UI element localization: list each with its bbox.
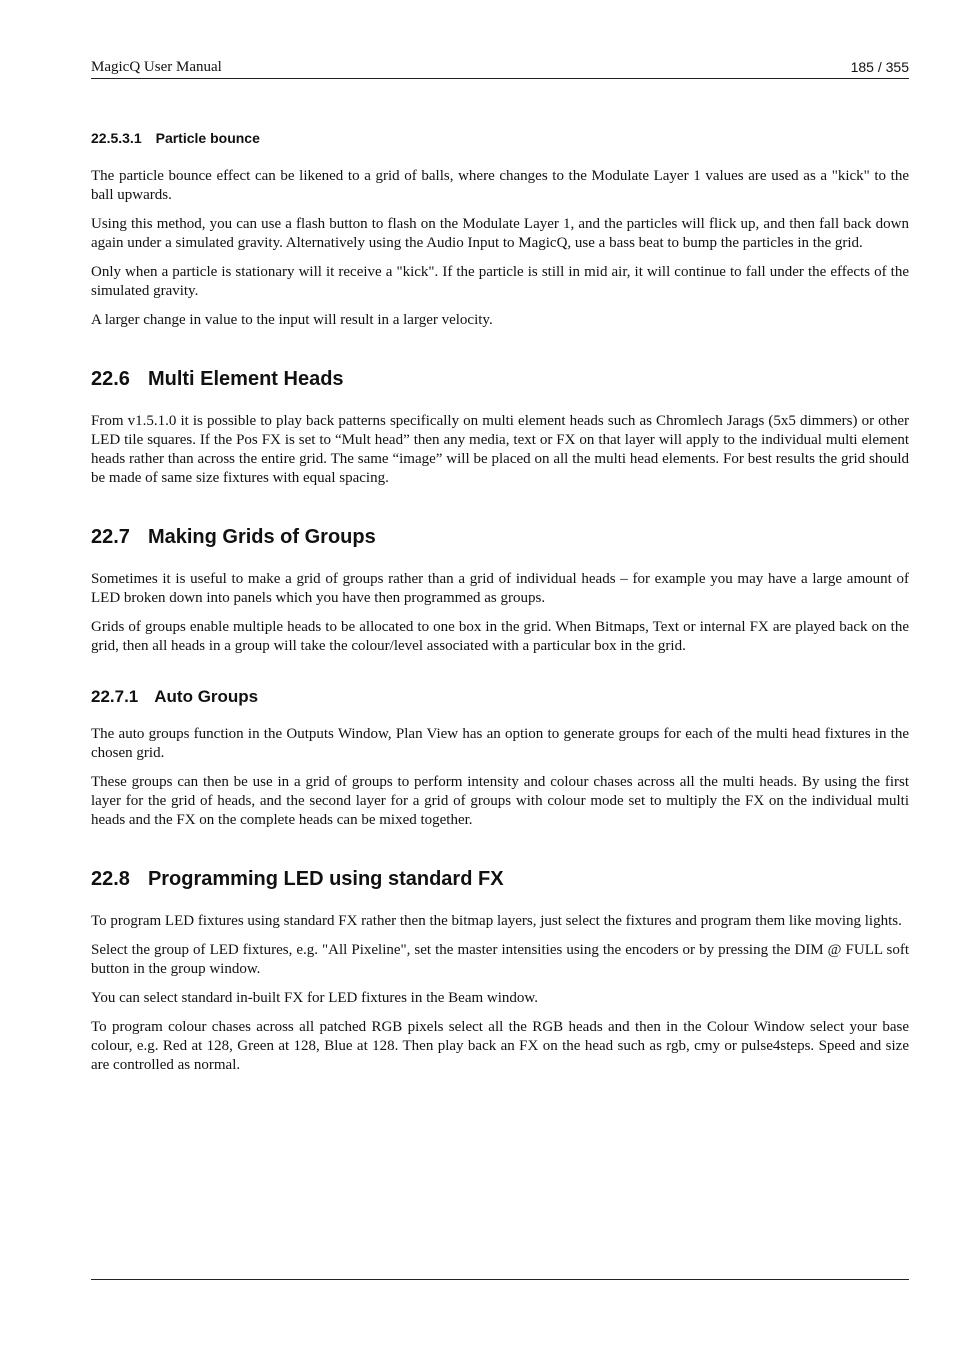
page-number: 185 / 355 [850, 59, 909, 75]
paragraph: Sometimes it is useful to make a grid of groups rather than a grid of individual heads – for example you may have a large amount of LED broken down into panels which you have then programmed as groups. [91, 571, 909, 606]
section-number: 22.8 [91, 868, 130, 890]
page-content [91, 128, 909, 1085]
section-number: 22.5.3.1 [91, 130, 142, 146]
paragraph: You can select standard in-built FX for LED fixtures in the Beam window. [91, 990, 539, 1006]
paragraph: From v1.5.1.0 it is possible to play back patterns specifically on multi element heads such as Chromlech Jarags (5x5 dimmers) or other LED tile squares. If the Pos FX is set to “Mult head” then any media, text or FX on that layer will apply to the individual multi element heads rather than across the entire grid. The same “image” will be placed on all the multi head elements. For best results the grid should be made of same size fixtures with equal spacing. [91, 413, 909, 486]
section-title: Auto Groups [154, 687, 259, 706]
paragraph: Using this method, you can use a flash button to flash on the Modulate Layer 1, and the particles will flick up, and then fall back down again under a simulated gravity. Alternatively using the Audio Input to MagicQ, use a bass beat to bump the particles in the grid. [91, 216, 909, 251]
heading-multi-element-heads [91, 366, 909, 392]
paragraph: These groups can then be use in a grid of groups to perform intensity and colour chases across all the multi heads. By using the first layer for the grid of heads, and the second layer for a grid of groups with colour mode set to multiply the FX on the individual multi heads and the FX on the complete heads can be mixed together. [91, 774, 909, 828]
section-number: 22.7 [91, 526, 130, 548]
section-number: 22.6 [91, 368, 130, 390]
paragraph: Grids of groups enable multiple heads to be allocated to one box in the grid. When Bitmaps, Text or internal FX are played back on the grid, then all heads in a group will take the colour/level associated with a particular box in the grid. [91, 619, 909, 654]
page-header [91, 57, 909, 79]
document-title: MagicQ User Manual [91, 59, 222, 75]
paragraph: Only when a particle is stationary will it receive a "kick". If the particle is still in mid air, it will continue to fall under the effects of the simulated gravity. [91, 264, 909, 299]
paragraph: To program colour chases across all patched RGB pixels select all the RGB heads and then in the Colour Window select your base colour, e.g. Red at 128, Green at 128, Blue at 128. Then play back an FX on the head such as rgb, cmy or pulse4steps. Speed and size are controlled as normal. [91, 1019, 909, 1073]
section-title: Making Grids of Groups [147, 526, 376, 548]
section-title: Multi Element Heads [147, 368, 344, 390]
section-number: 22.7.1 [91, 687, 139, 706]
heading-programming-led [91, 866, 909, 892]
heading-auto-groups [91, 686, 909, 708]
heading-making-grids-of-groups [91, 524, 909, 550]
paragraph: A larger change in value to the input will result in a larger velocity. [91, 312, 493, 328]
paragraph: The auto groups function in the Outputs Window, Plan View has an option to generate groups for each of the multi head fixtures in the chosen grid. [91, 726, 909, 761]
paragraph: Select the group of LED fixtures, e.g. "All Pixeline", set the master intensities using the encoders or by pressing the DIM @ FULL soft button in the group window. [91, 942, 909, 977]
paragraph: To program LED fixtures using standard FX rather then the bitmap layers, just select the fixtures and program them like moving lights. [91, 913, 902, 929]
footer-divider [91, 1279, 909, 1280]
paragraph: The particle bounce effect can be likened to a grid of balls, where changes to the Modulate Layer 1 values are used as a "kick" to the ball upwards. [91, 168, 909, 203]
section-title: Particle bounce [155, 130, 260, 146]
heading-particle-bounce [91, 128, 909, 148]
section-title: Programming LED using standard FX [147, 868, 504, 890]
